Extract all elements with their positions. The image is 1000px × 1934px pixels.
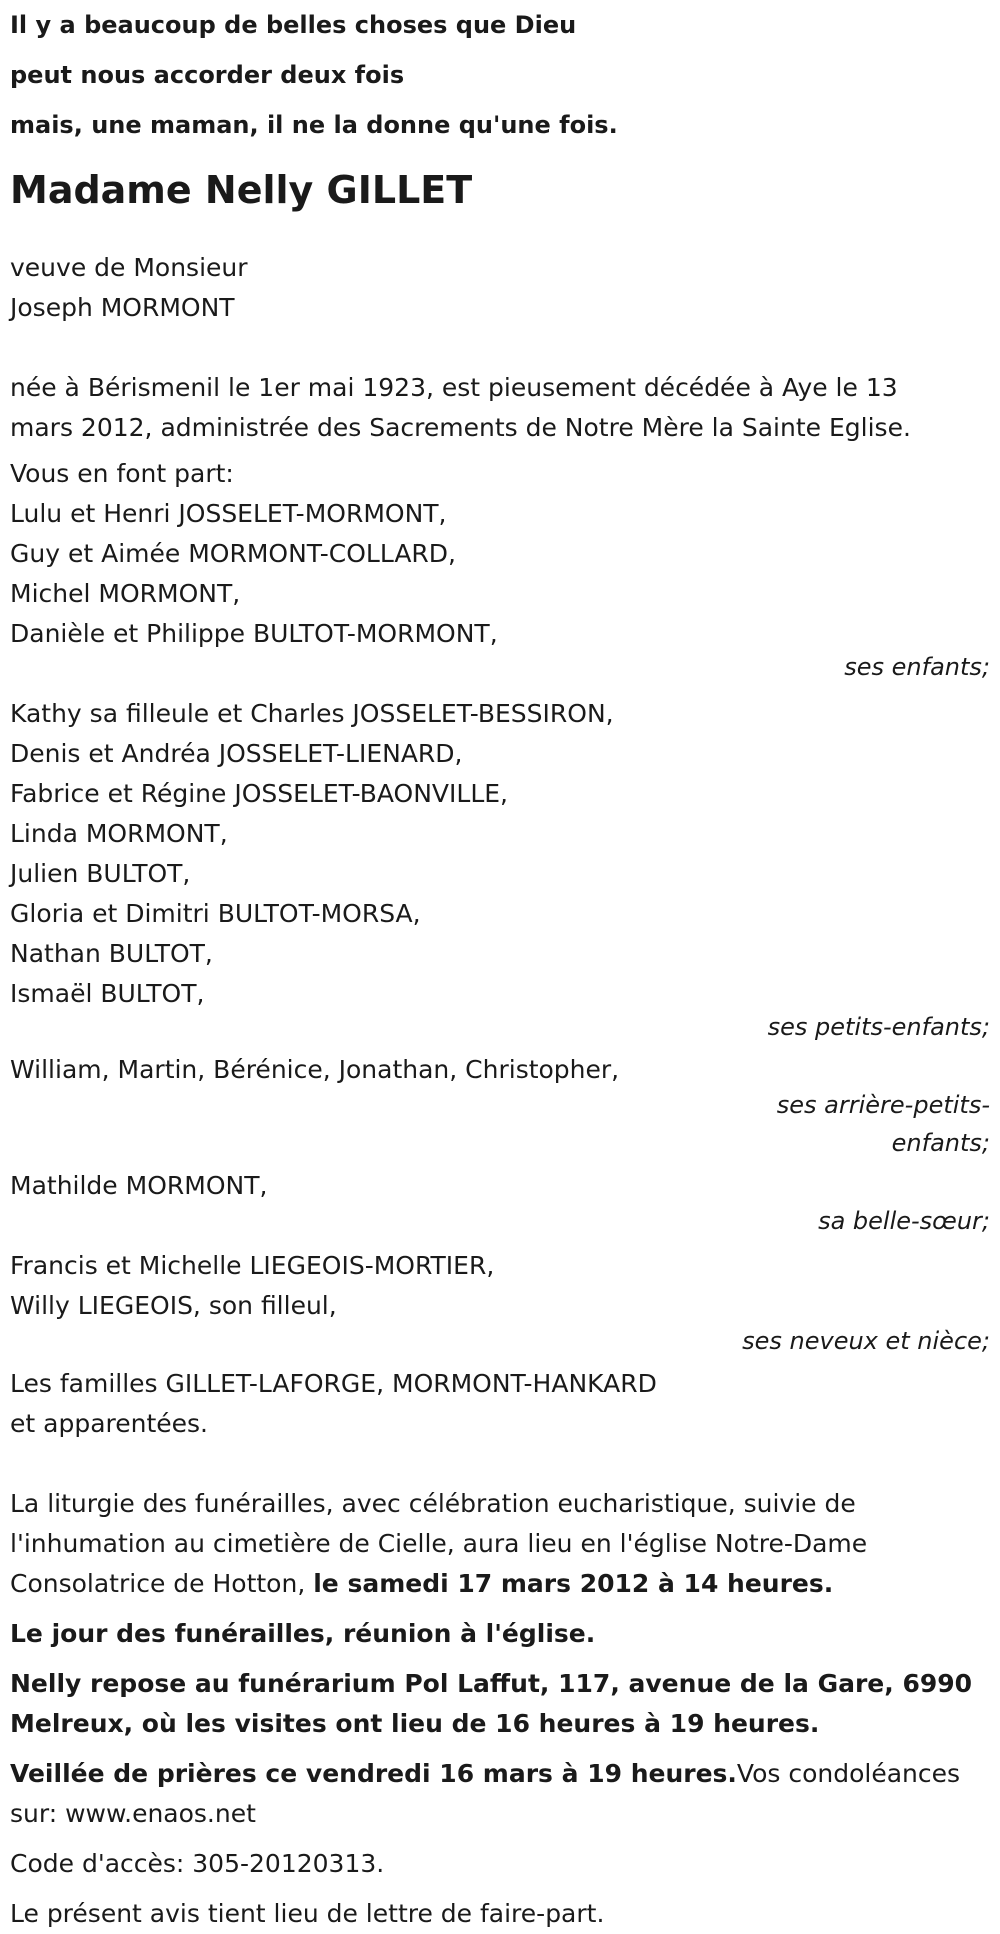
grandchild-line: Ismaël BULTOT,	[10, 979, 205, 1008]
liturgy-date: le samedi 17 mars 2012 à 14 heures.	[313, 1569, 834, 1598]
nephew-line: Francis et Michelle LIEGEOIS-MORTIER,	[10, 1251, 495, 1280]
widow-line: Joseph MORMONT	[10, 293, 235, 322]
child-line: Danièle et Philippe BULTOT-MORMONT,	[10, 619, 498, 648]
widow-line: veuve de Monsieur	[10, 253, 248, 282]
grandchild-line: Kathy sa filleule et Charles JOSSELET-BESSIRON,	[10, 699, 614, 728]
quote-line: mais, une maman, il ne la donne qu'une fois.	[10, 111, 618, 139]
grandchild-line: Fabrice et Régine JOSSELET-BAONVILLE,	[10, 779, 508, 808]
grandchild-line: Nathan BULTOT,	[10, 939, 213, 968]
access-code: Code d'accès: 305-20120313.	[10, 1849, 385, 1878]
child-line: Michel MORMONT,	[10, 579, 241, 608]
grandchild-line: Denis et Andréa JOSSELET-LIENARD,	[10, 739, 463, 768]
liturgy-text: Consolatrice de Hotton,	[10, 1569, 314, 1598]
birth-line: mars 2012, administrée des Sacrements de Notre Mère la Sainte Eglise.	[10, 413, 911, 442]
families-line: Les familles GILLET-LAFORGE, MORMONT-HANKARD	[10, 1369, 657, 1398]
vigil-bold: Veillée de prières ce vendredi 16 mars à 19 heures.	[10, 1759, 737, 1788]
sister-in-law-line: Mathilde MORMONT,	[10, 1171, 268, 1200]
great-grandchildren-label: ses arrière-petits-	[776, 1091, 990, 1119]
vigil-line	[10, 1754, 990, 1794]
grandchild-line: Linda MORMONT,	[10, 819, 228, 848]
children-label: ses enfants;	[844, 653, 990, 681]
vigil-condolences: Vos condoléances	[736, 1759, 961, 1788]
opening-quote	[10, 0, 990, 150]
deceased-name: Madame Nelly GILLET	[10, 168, 473, 212]
great-grandchildren-line: William, Martin, Bérénice, Jonathan, Christopher,	[10, 1055, 620, 1084]
liturgy-line: La liturgie des funérailles, avec célébration eucharistique, suivie de	[10, 1489, 856, 1518]
funeral-home-line: Melreux, où les visites ont lieu de 16 heures à 19 heures.	[10, 1709, 820, 1738]
child-line: Lulu et Henri JOSSELET-MORMONT,	[10, 499, 447, 528]
quote-line: peut nous accorder deux fois	[10, 61, 405, 89]
liturgy-line: l'inhumation au cimetière de Cielle, aura lieu en l'église Notre-Dame	[10, 1529, 868, 1558]
gathering-line: Le jour des funérailles, réunion à l'église.	[10, 1619, 596, 1648]
funeral-home-line: Nelly repose au funérarium Pol Laffut, 117, avenue de la Gare, 6990	[10, 1669, 973, 1698]
obituary-document	[10, 0, 990, 1934]
grandchildren-label: ses petits-enfants;	[767, 1013, 990, 1041]
notice-line: Le présent avis tient lieu de lettre de faire-part.	[10, 1899, 605, 1928]
liturgy-line	[10, 1564, 990, 1604]
announce-line: Vous en font part:	[10, 459, 234, 488]
quote-line: Il y a beaucoup de belles choses que Dieu	[10, 11, 577, 39]
grandchild-line: Gloria et Dimitri BULTOT-MORSA,	[10, 899, 421, 928]
grandchild-line: Julien BULTOT,	[10, 859, 191, 888]
condolences-url: sur: www.enaos.net	[10, 1799, 256, 1828]
child-line: Guy et Aimée MORMONT-COLLARD,	[10, 539, 456, 568]
nephew-line: Willy LIEGEOIS, son filleul,	[10, 1291, 337, 1320]
sister-in-law-label: sa belle-sœur;	[818, 1207, 990, 1235]
great-grandchildren-label: enfants;	[891, 1129, 990, 1157]
families-line: et apparentées.	[10, 1409, 208, 1438]
nephews-label: ses neveux et nièce;	[742, 1327, 990, 1355]
birth-line: née à Bérismenil le 1er mai 1923, est pieusement décédée à Aye le 13	[10, 373, 898, 402]
